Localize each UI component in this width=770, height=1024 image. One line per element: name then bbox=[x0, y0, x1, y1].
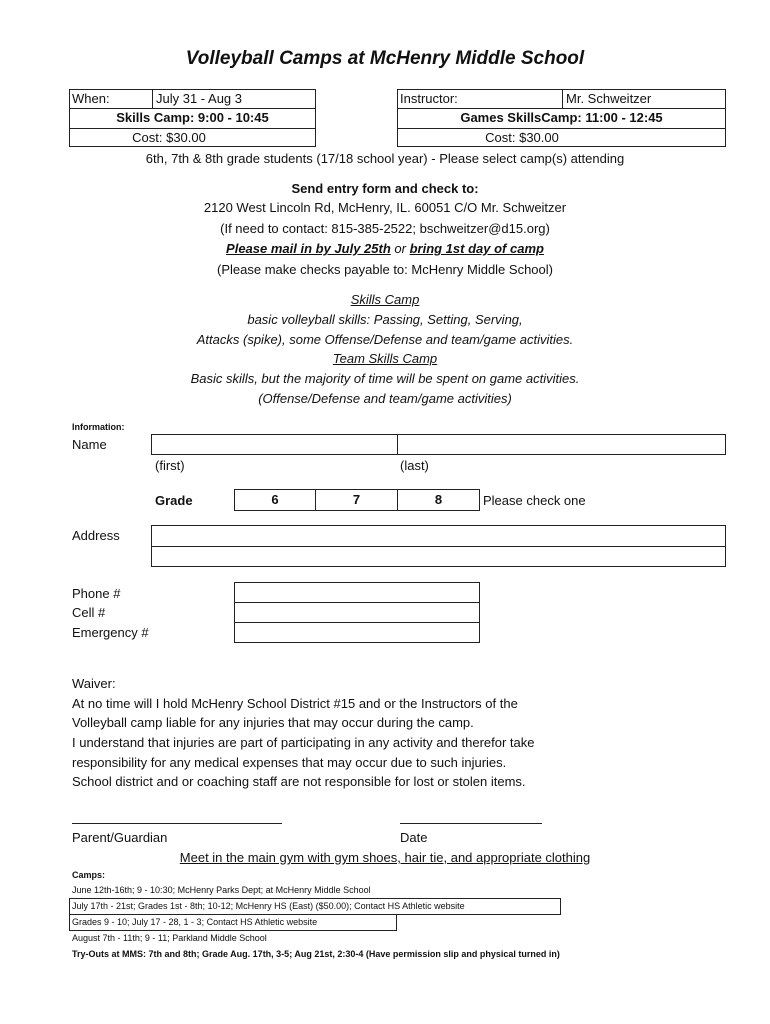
contact-line: (If need to contact: 815-385-2522; bschweitzer@d15.org) bbox=[220, 221, 550, 236]
last-caption: (last) bbox=[400, 458, 429, 473]
checks-line: (Please make checks payable to: McHenry Middle School) bbox=[217, 262, 553, 277]
first-name-field[interactable] bbox=[151, 434, 398, 455]
emergency-label: Emergency # bbox=[72, 625, 149, 640]
parent-signature-line[interactable] bbox=[72, 823, 282, 824]
emergency-field[interactable] bbox=[234, 622, 480, 643]
information-label: Information: bbox=[72, 422, 125, 432]
last-name-field[interactable] bbox=[397, 434, 726, 455]
waiver-line: I understand that injuries are part of participating in any activity and therefor take bbox=[72, 735, 535, 750]
when-value: July 31 - Aug 3 bbox=[156, 91, 242, 106]
games-camp-time: Games SkillsCamp: 11:00 - 12:45 bbox=[460, 110, 663, 125]
date-signature-line[interactable] bbox=[400, 823, 542, 824]
grade-hint: Please check one bbox=[483, 493, 586, 508]
grade-option-7-label: 7 bbox=[352, 492, 361, 507]
when-label: When: bbox=[72, 91, 110, 106]
parent-guardian-label: Parent/Guardian bbox=[72, 830, 168, 845]
address-line: 2120 West Lincoln Rd, McHenry, IL. 60051 C/O Mr. Schweitzer bbox=[203, 200, 567, 215]
waiver-heading: Waiver: bbox=[72, 676, 116, 691]
grade-option-6-label: 6 bbox=[271, 492, 279, 507]
grade-option-8-label: 8 bbox=[434, 492, 443, 507]
meet-line: Meet in the main gym with gym shoes, hair tie, and appropriate clothing bbox=[179, 850, 591, 865]
team-camp-heading: Team Skills Camp bbox=[332, 351, 438, 366]
send-heading: Send entry form and check to: bbox=[291, 181, 479, 196]
phone-field[interactable] bbox=[234, 582, 480, 603]
name-label: Name bbox=[72, 437, 107, 452]
skills-camp-time: Skills Camp: 9:00 - 10:45 bbox=[116, 110, 269, 125]
camps-heading: Camps: bbox=[72, 870, 106, 880]
skills-camp-cost: Cost: $30.00 bbox=[132, 130, 206, 145]
grade-label: Grade bbox=[155, 493, 193, 508]
mail-by-date: Please mail in by July 25th bbox=[226, 241, 391, 256]
bring-first-day: bring 1st day of camp bbox=[409, 241, 544, 256]
team-desc-2: (Offense/Defense and team/game activities) bbox=[258, 391, 512, 406]
cell-field[interactable] bbox=[234, 602, 480, 623]
cell-label: Cell # bbox=[72, 605, 106, 620]
tryouts-line: Try-Outs at MMS: 7th and 8th; Grade Aug. 17th, 3-5; Aug 21st, 2:30-4 (Have permission slip and physical turned in) bbox=[72, 949, 560, 959]
mail-line bbox=[0, 240, 770, 258]
address-field-line-2[interactable] bbox=[151, 546, 726, 567]
camp-item: August 7th - 11th; 9 - 11; Parkland Middle School bbox=[72, 933, 267, 943]
instructor-label: Instructor: bbox=[400, 91, 458, 106]
instructor-value: Mr. Schweitzer bbox=[566, 91, 652, 106]
date-label: Date bbox=[400, 830, 428, 845]
first-caption: (first) bbox=[155, 458, 185, 473]
camp-item: June 12th-16th; 9 - 10:30; McHenry Parks Dept; at McHenry Middle School bbox=[72, 885, 371, 895]
address-label: Address bbox=[72, 528, 120, 543]
camp-item: Grades 9 - 10; July 17 - 28, 1 - 3; Contact HS Athletic website bbox=[72, 917, 318, 927]
games-camp-cost: Cost: $30.00 bbox=[485, 130, 559, 145]
team-desc-1: Basic skills, but the majority of time will be spent on game activities. bbox=[190, 371, 580, 386]
grade-line: 6th, 7th & 8th grade students (17/18 school year) - Please select camp(s) attending bbox=[145, 151, 625, 166]
waiver-line: Volleyball camp liable for any injuries that may occur during the camp. bbox=[72, 715, 474, 730]
skills-camp-heading: Skills Camp bbox=[350, 292, 420, 307]
phone-label: Phone # bbox=[72, 586, 121, 601]
skills-desc-1: basic volleyball skills: Passing, Setting, Serving, bbox=[247, 312, 523, 327]
waiver-line: At no time will I hold McHenry School District #15 and or the Instructors of the bbox=[72, 696, 518, 711]
page-title: Volleyball Camps at McHenry Middle School bbox=[185, 48, 585, 69]
mail-or: or bbox=[390, 241, 410, 256]
camp-item: July 17th - 21st; Grades 1st - 8th; 10-12; McHenry HS (East) ($50.00); Contact HS Athletic website bbox=[72, 901, 465, 911]
address-field-line-1[interactable] bbox=[151, 525, 726, 547]
waiver-line: responsibility for any medical expenses that may occur due to such injuries. bbox=[72, 755, 507, 770]
waiver-line: School district and or coaching staff are not responsible for lost or stolen items. bbox=[72, 774, 526, 789]
skills-desc-2: Attacks (spike), some Offense/Defense and team/game activities. bbox=[196, 332, 574, 347]
